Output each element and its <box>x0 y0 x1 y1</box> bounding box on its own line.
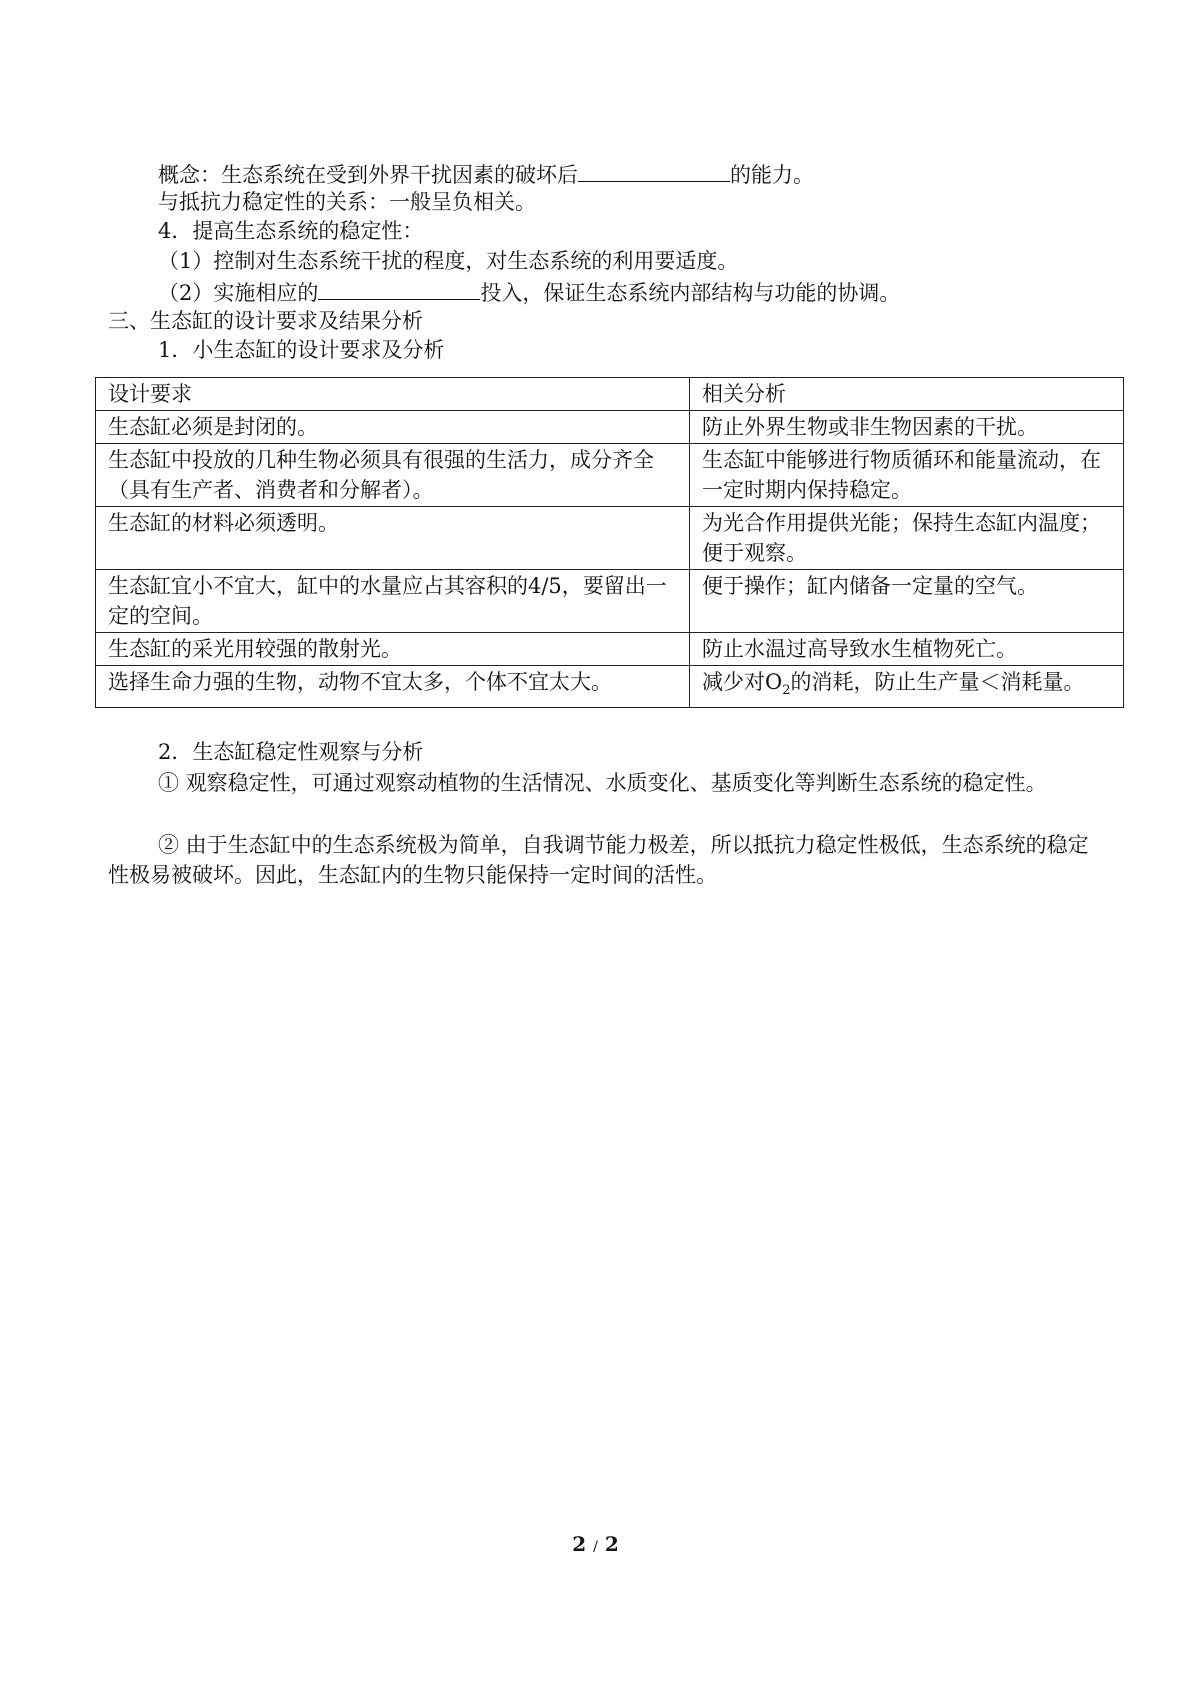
analysis-text-after: 的消耗，防止生产量＜消耗量。 <box>790 670 1085 694</box>
concept-line <box>158 159 814 189</box>
concept-text-after: 的能力。 <box>730 163 814 187</box>
improve-item-1: （1）控制对生态系统干扰的程度，对生态系统的利用要适度。 <box>158 249 739 273</box>
analysis-cell: 便于操作；缸内储备一定量的空气。 <box>690 570 1124 633</box>
improve-heading: 4．提高生态系统的稳定性： <box>158 219 424 243</box>
analysis-text-before: 减少对O <box>702 670 783 694</box>
table-row <box>96 507 1124 570</box>
table-row <box>96 633 1124 666</box>
table-row <box>96 411 1124 444</box>
requirement-cell: 生态缸必须是封闭的。 <box>96 411 690 444</box>
oxygen-subscript: 2 <box>782 683 791 699</box>
page-number-current: 2 <box>572 1532 587 1556</box>
fill-in-blank-2 <box>318 277 480 300</box>
table-row <box>96 444 1124 507</box>
analysis-cell: 防止水温过高导致水生植物死亡。 <box>690 633 1124 666</box>
requirement-cell: 选择生命力强的生物，动物不宜太多，个体不宜太大。 <box>96 666 690 708</box>
requirement-cell: 生态缸的材料必须透明。 <box>96 507 690 570</box>
requirement-cell: 生态缸的采光用较强的散射光。 <box>96 633 690 666</box>
table-row <box>96 570 1124 633</box>
fill-in-blank-1 <box>578 159 730 182</box>
concept-text-before: 概念：生态系统在受到外界干扰因素的破坏后 <box>158 163 578 187</box>
analysis-cell: 生态缸中能够进行物质循环和能量流动，在一定时期内保持稳定。 <box>690 444 1124 507</box>
requirement-cell: 生态缸中投放的几种生物必须具有很强的生活力，成分齐全（具有生产者、消费者和分解者）。 <box>96 444 690 507</box>
analysis-cell: 为光合作用提供光能；保持生态缸内温度；便于观察。 <box>690 507 1124 570</box>
page-number-total: 2 <box>604 1532 619 1556</box>
design-requirements-table <box>95 377 1124 708</box>
table-row <box>96 666 1124 708</box>
page-number-separator: / <box>593 1539 598 1555</box>
relation-line: 与抵抗力稳定性的关系：一般呈负相关。 <box>158 190 536 214</box>
observation-paragraph-2: ② 由于生态缸中的生态系统极为简单，自我调节能力极差，所以抵抗力稳定性极低，生态系统的稳定性极易被破坏。因此，生态缸内的生物只能保持一定时间的活性。 <box>108 833 1089 887</box>
analysis-cell: 防止外界生物或非生物因素的干扰。 <box>690 411 1124 444</box>
improve-item-2 <box>158 277 900 307</box>
improve-2-text-before: （2）实施相应的 <box>158 281 319 305</box>
requirement-cell: 生态缸宜小不宜大，缸中的水量应占其容积的4/5，要留出一定的空间。 <box>96 570 690 633</box>
header-cell-requirements: 设计要求 <box>96 378 690 411</box>
subsection-1-heading: 1．小生态缸的设计要求及分析 <box>158 338 445 362</box>
subsection-2-heading: 2．生态缸稳定性观察与分析 <box>158 740 424 764</box>
improve-2-text-after: 投入，保证生态系统内部结构与功能的协调。 <box>480 281 901 305</box>
analysis-cell <box>690 666 1124 708</box>
section-3-heading: 三、生态缸的设计要求及结果分析 <box>108 309 423 333</box>
observation-paragraph-1: ① 观察稳定性，可通过观察动植物的生活情况、水质变化、基质变化等判断生态系统的稳定性。 <box>158 771 1047 795</box>
header-cell-analysis: 相关分析 <box>690 378 1124 411</box>
table-header-row <box>96 378 1124 411</box>
page-number <box>0 1532 1191 1556</box>
